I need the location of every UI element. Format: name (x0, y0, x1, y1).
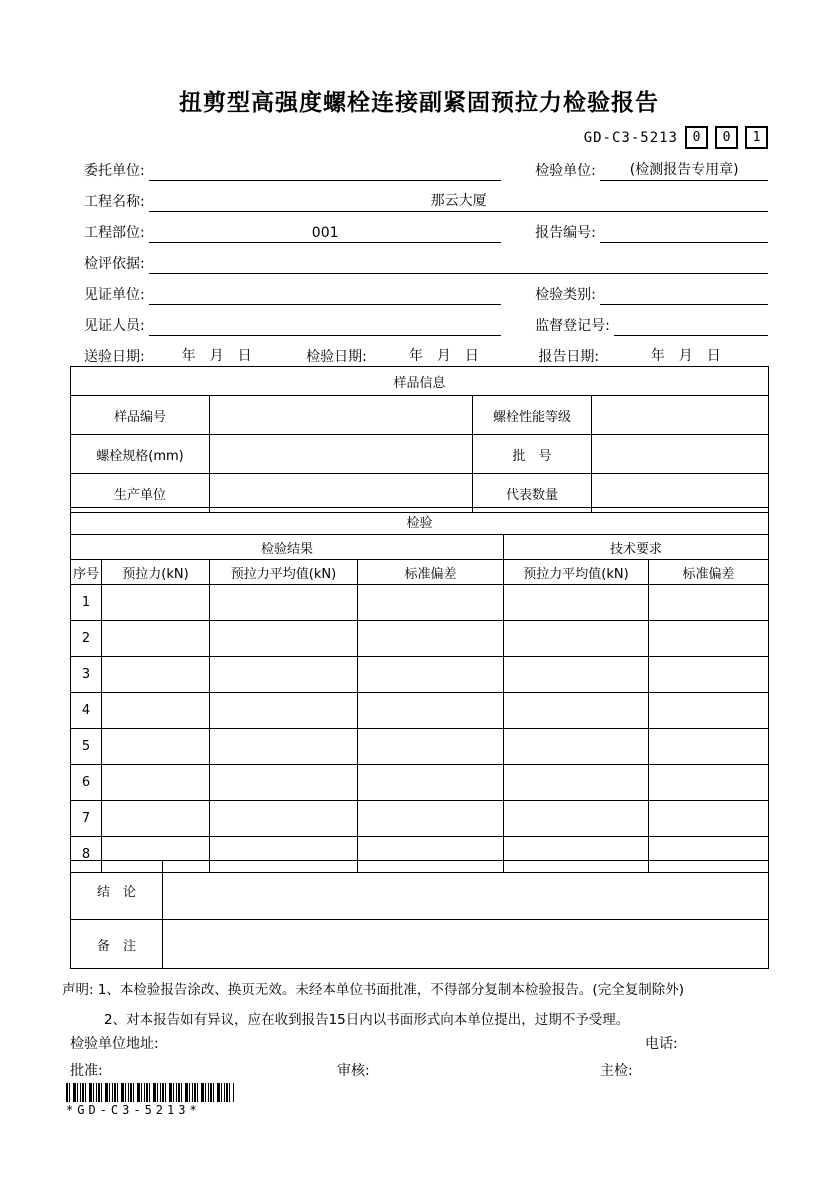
empty-cell (210, 693, 358, 729)
project-part-label: 工程部位: (84, 225, 150, 241)
empty-cell (102, 657, 210, 693)
field-row-witness-org (70, 274, 768, 305)
remarks-value-cell (163, 920, 769, 969)
table-row (71, 801, 769, 837)
empty-cell (504, 621, 649, 657)
test-org-value-line: (检测报告专用章) (600, 159, 768, 181)
report-no-label: 报告编号: (535, 225, 601, 241)
col-header-avg: 预拉力平均值(kN) (210, 560, 358, 585)
test-category-label: 检验类别: (535, 287, 601, 303)
col-header-tech-stddev: 标准偏差 (649, 560, 769, 585)
row-no: 5 (71, 729, 102, 765)
signature-row (70, 1060, 768, 1080)
header-fields (70, 150, 768, 367)
col-header-stddev: 标准偏差 (358, 560, 504, 585)
empty-cell (102, 693, 210, 729)
sample-info-table (70, 366, 769, 513)
empty-cell (210, 765, 358, 801)
empty-cell (504, 693, 649, 729)
row-no: 4 (71, 693, 102, 729)
empty-cell (102, 621, 210, 657)
test-date-label: 检验日期: (306, 349, 372, 365)
empty-cell (649, 621, 769, 657)
field-row-evaluation-basis (70, 243, 768, 274)
empty-cell (210, 801, 358, 837)
empty-cell (504, 765, 649, 801)
table-row (71, 657, 769, 693)
address-label: 检验单位地址: (70, 1036, 159, 1052)
col-header-seq: 序号 (71, 560, 102, 585)
tech-group-header: 技术要求 (504, 535, 769, 560)
field-row-dates (70, 336, 768, 367)
form-code: GD-C3-5213 (583, 129, 678, 146)
evaluation-basis-value-line (149, 256, 768, 274)
batch-no-value-cell (592, 435, 769, 474)
empty-cell (649, 729, 769, 765)
empty-cell (649, 765, 769, 801)
witness-org-value-line (149, 287, 501, 305)
empty-cell (504, 729, 649, 765)
empty-cell (358, 657, 504, 693)
sample-no-label: 样品编号 (71, 396, 210, 435)
conclusion-table (70, 860, 769, 969)
statement (62, 978, 776, 1028)
empty-cell (210, 657, 358, 693)
col-header-tech-avg: 预拉力平均值(kN) (504, 560, 649, 585)
witness-org-label: 见证单位: (84, 287, 150, 303)
manufacturer-label: 生产单位 (71, 474, 210, 513)
table-row (71, 585, 769, 621)
bolt-spec-label: 螺栓规格(mm) (71, 435, 210, 474)
row-no: 2 (71, 621, 102, 657)
report-date-value-line: 年 月 日 (604, 345, 768, 367)
field-row-project-name (70, 181, 768, 212)
evaluation-basis-label: 检评依据: (84, 256, 150, 272)
quantity-label: 代表数量 (473, 474, 592, 513)
barcode (66, 1083, 234, 1117)
test-date-value-line: 年 月 日 (371, 345, 516, 367)
report-title: 扭剪型高强度螺栓连接副紧固预拉力检验报告 (179, 90, 659, 116)
supervision-no-value-line (614, 318, 768, 336)
table-row (71, 621, 769, 657)
table-row (71, 693, 769, 729)
empty-cell (504, 657, 649, 693)
empty-cell (210, 621, 358, 657)
report-date-label: 报告日期: (538, 349, 604, 365)
batch-no-label: 批 号 (473, 435, 592, 474)
test-org-label: 检验单位: (535, 163, 601, 179)
field-row-witness-person (70, 305, 768, 336)
test-category-value-line (600, 287, 768, 305)
supervision-no-label: 监督登记号: (535, 318, 615, 334)
row-no: 7 (71, 801, 102, 837)
barcode-bars-icon (66, 1083, 234, 1102)
phone-label: 电话: (645, 1036, 678, 1052)
empty-cell (210, 585, 358, 621)
row-no: 8 (71, 837, 102, 873)
reviewer-label: 审核: (337, 1063, 370, 1079)
empty-cell (649, 801, 769, 837)
empty-cell (649, 693, 769, 729)
row-no: 1 (71, 585, 102, 621)
table-row (71, 765, 769, 801)
chief-inspector-label: 主检: (600, 1063, 633, 1079)
field-row-project-part (70, 212, 768, 243)
delivery-date-value-line: 年 月 日 (149, 345, 284, 367)
client-label: 委托单位: (84, 163, 150, 179)
empty-cell (102, 729, 210, 765)
inspection-table (70, 507, 769, 873)
approver-label: 批准: (70, 1063, 103, 1079)
witness-person-label: 见证人员: (84, 318, 150, 334)
empty-cell (358, 693, 504, 729)
empty-cell (358, 801, 504, 837)
row-no: 6 (71, 765, 102, 801)
conclusion-label: 结 论 (71, 861, 163, 920)
code-box-3: 1 (745, 126, 768, 149)
project-part-value-line: 001 (149, 225, 501, 243)
field-row-client (70, 150, 768, 181)
result-group-header: 检验结果 (71, 535, 504, 560)
conclusion-value-cell (163, 861, 769, 920)
empty-cell (358, 585, 504, 621)
delivery-date-label: 送验日期: (84, 349, 150, 365)
empty-cell (504, 585, 649, 621)
project-name-value-line: 那云大厦 (149, 190, 768, 212)
statement-line-2: 2、对本报告如有异议，应在收到报告15日内以书面形式向本单位提出，过期不予受理。 (104, 1012, 630, 1028)
report-no-value-line (600, 225, 768, 243)
col-header-pretension: 预拉力(kN) (102, 560, 210, 585)
sample-info-title: 样品信息 (71, 367, 769, 396)
empty-cell (504, 801, 649, 837)
row-no: 3 (71, 657, 102, 693)
bolt-grade-label: 螺栓性能等级 (473, 396, 592, 435)
sample-no-value-cell (210, 396, 473, 435)
form-code-row (70, 126, 768, 149)
empty-cell (102, 585, 210, 621)
empty-cell (358, 729, 504, 765)
remarks-label: 备 注 (71, 920, 163, 969)
empty-cell (358, 621, 504, 657)
project-name-label: 工程名称: (84, 194, 150, 210)
inspection-section-title: 检验 (71, 508, 769, 535)
address-row (70, 1033, 768, 1053)
empty-cell (358, 765, 504, 801)
witness-person-value-line (149, 318, 501, 336)
table-row (71, 729, 769, 765)
empty-cell (649, 585, 769, 621)
statement-line-1: 声明: 1、本检验报告涂改、换页无效。未经本单位书面批准，不得部分复制本检验报告。(完全复制除外) (62, 982, 684, 998)
bolt-spec-value-cell (210, 435, 473, 474)
bolt-grade-value-cell (592, 396, 769, 435)
empty-cell (649, 657, 769, 693)
empty-cell (102, 801, 210, 837)
code-box-1: 0 (685, 126, 708, 149)
code-box-2: 0 (715, 126, 738, 149)
barcode-text: *GD-C3-5213* (66, 1103, 201, 1117)
empty-cell (102, 765, 210, 801)
empty-cell (210, 729, 358, 765)
client-value-line (149, 163, 501, 181)
